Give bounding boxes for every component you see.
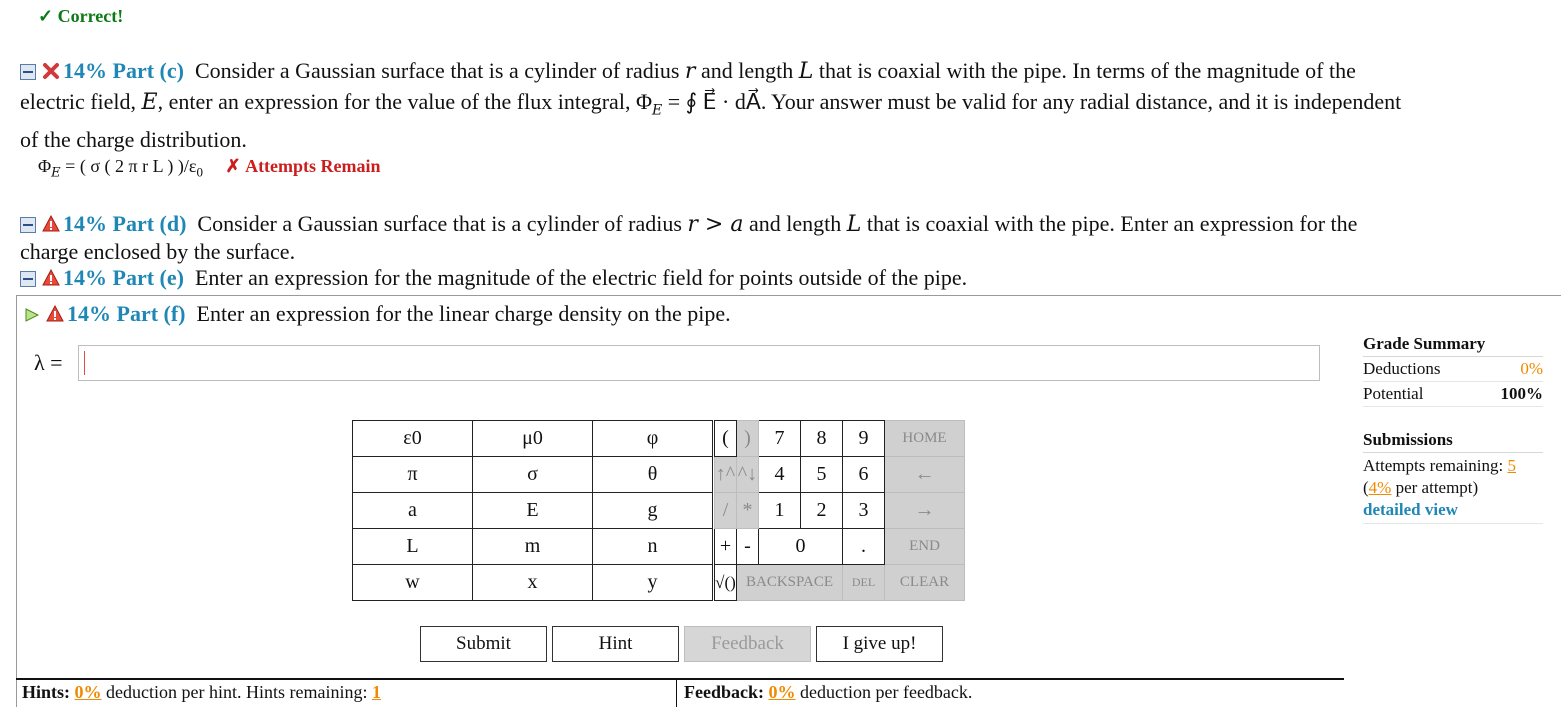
key-up[interactable]: ↑^ [715, 457, 737, 493]
key-backspace[interactable]: BACKSPACE [737, 565, 843, 601]
key-7[interactable]: 7 [759, 421, 801, 457]
key-rparen[interactable]: ) [737, 421, 759, 457]
attempts-remain-badge: ✗ Attempts Remain [225, 156, 381, 176]
expand-arrow-icon[interactable] [24, 301, 40, 317]
detailed-view-link[interactable]: detailed view [1363, 500, 1458, 519]
part-f-title: Part (f) [116, 301, 186, 326]
key-m[interactable]: m [473, 529, 593, 565]
key-end[interactable]: END [885, 529, 965, 565]
part-d-text-3: that is coaxial with the pipe. Enter an expression for the [866, 211, 1358, 236]
potential-row: Potential 100% [1363, 382, 1543, 407]
part-c-text-7: of the charge distribution. [20, 127, 247, 153]
cond-r-gt-a: r > a [687, 212, 744, 237]
hints-info: Hints: 0% deduction per hint. Hints remaining: 1 [22, 682, 381, 702]
part-e-title: Part (e) [112, 265, 184, 290]
key-3[interactable]: 3 [843, 493, 885, 529]
key-g[interactable]: g [593, 493, 713, 529]
key-2[interactable]: 2 [801, 493, 843, 529]
key-phi[interactable]: φ [593, 421, 713, 457]
key-home[interactable]: HOME [885, 421, 965, 457]
grade-summary-title: Grade Summary [1363, 334, 1543, 357]
part-c [20, 56, 1560, 155]
number-keypad [714, 420, 965, 601]
key-mu0[interactable]: μ0 [473, 421, 593, 457]
key-6[interactable]: 6 [843, 457, 885, 493]
key-0[interactable]: 0 [759, 529, 843, 565]
key-sigma[interactable]: σ [473, 457, 593, 493]
part-d-weight: 14% [63, 211, 107, 236]
collapse-icon[interactable] [20, 58, 36, 74]
part-f-text: Enter an expression for the linear charge density on the pipe. [196, 301, 731, 326]
key-a[interactable]: a [353, 493, 473, 529]
submissions-panel [1363, 430, 1543, 524]
key-right-arrow[interactable]: → [885, 493, 965, 529]
answer-input[interactable] [78, 345, 1320, 381]
part-d [20, 210, 1560, 265]
correct-status: ✓ Correct! [38, 6, 124, 26]
part-d-text-2: and length [748, 211, 842, 236]
var-E: E [141, 90, 158, 115]
submit-button[interactable]: Submit [420, 626, 547, 662]
key-divide[interactable]: / [715, 493, 737, 529]
warning-icon [42, 212, 58, 228]
key-5[interactable]: 5 [801, 457, 843, 493]
hint-button[interactable]: Hint [552, 626, 679, 662]
footer-divider-line [16, 678, 1344, 680]
key-minus[interactable]: - [737, 529, 759, 565]
var-r: r [684, 59, 696, 84]
feedback-info: Feedback: 0% deduction per feedback. [684, 682, 973, 702]
part-e-text: Enter an expression for the magnitude of the electric field for points outside of the pipe. [194, 265, 968, 290]
part-c-text-6: Your answer must be valid for any radial distance, and it is independent [771, 89, 1402, 114]
var-L: L [798, 59, 814, 84]
flux-expression: $\Phi_E$ = ∮ E⃗ · dA⃗. [635, 89, 767, 119]
part-c-text: Consider a Gaussian surface that is a cylinder of radius [194, 58, 680, 83]
warning-icon [42, 265, 58, 281]
key-plus[interactable]: + [715, 529, 737, 565]
lambda-label: λ = [34, 350, 63, 375]
part-c-title: Part (c) [112, 58, 184, 83]
part-f [24, 299, 731, 329]
part-d-text: Consider a Gaussian surface that is a cylinder of radius [197, 211, 682, 236]
key-9[interactable]: 9 [843, 421, 885, 457]
text-caret [84, 351, 85, 375]
feedback-button[interactable]: Feedback [684, 626, 811, 662]
part-e-weight: 14% [63, 265, 107, 290]
grade-summary [1363, 334, 1543, 407]
key-lparen[interactable]: ( [715, 421, 737, 457]
key-8[interactable]: 8 [801, 421, 843, 457]
var-L: L [846, 212, 862, 237]
give-up-button[interactable]: I give up! [816, 626, 943, 662]
key-E[interactable]: E [473, 493, 593, 529]
collapse-icon[interactable] [20, 212, 36, 228]
key-clear[interactable]: CLEAR [885, 565, 965, 601]
key-L[interactable]: L [353, 529, 473, 565]
part-f-weight: 14% [67, 301, 111, 326]
part-c-weight: 14% [63, 58, 107, 83]
key-theta[interactable]: θ [593, 457, 713, 493]
key-dot[interactable]: . [843, 529, 885, 565]
key-epsilon0[interactable]: ε0 [353, 421, 473, 457]
part-c-text-4: electric field, [20, 89, 137, 114]
key-x[interactable]: x [473, 565, 593, 601]
variable-keypad [352, 420, 713, 601]
key-1[interactable]: 1 [759, 493, 801, 529]
key-multiply[interactable]: * [737, 493, 759, 529]
key-pi[interactable]: π [353, 457, 473, 493]
submissions-title: Submissions [1363, 430, 1543, 453]
key-4[interactable]: 4 [759, 457, 801, 493]
incorrect-x-icon [42, 58, 58, 74]
part-e [20, 263, 1560, 293]
part-c-text-5: , enter an expression for the value of the flux integral, [157, 89, 631, 114]
key-del[interactable]: DEL [843, 565, 885, 601]
key-w[interactable]: w [353, 565, 473, 601]
part-d-title: Part (d) [112, 211, 187, 236]
key-sqrt[interactable]: √() [715, 565, 737, 601]
footer-column-divider [676, 680, 677, 707]
collapse-icon[interactable] [20, 265, 36, 281]
key-n[interactable]: n [593, 529, 713, 565]
warning-icon [46, 301, 62, 317]
part-c-answer: $\Phi_E$ = ( σ ( 2 π r L ) )$/\varepsilon_0$ ✗ Attempts Remain [38, 156, 381, 181]
part-c-text-3: that is coaxial with the pipe. In terms of the magnitude of the [818, 58, 1356, 83]
key-y[interactable]: y [593, 565, 713, 601]
part-d-text-4: charge enclosed by the surface. [20, 239, 296, 264]
deductions-row: Deductions 0% [1363, 357, 1543, 382]
part-c-text-2: and length [700, 58, 794, 83]
attempts-info: Attempts remaining: 5 (4% per attempt) detailed view [1363, 456, 1516, 519]
key-down[interactable]: ^↓ [737, 457, 759, 493]
key-left-arrow[interactable]: ← [885, 457, 965, 493]
